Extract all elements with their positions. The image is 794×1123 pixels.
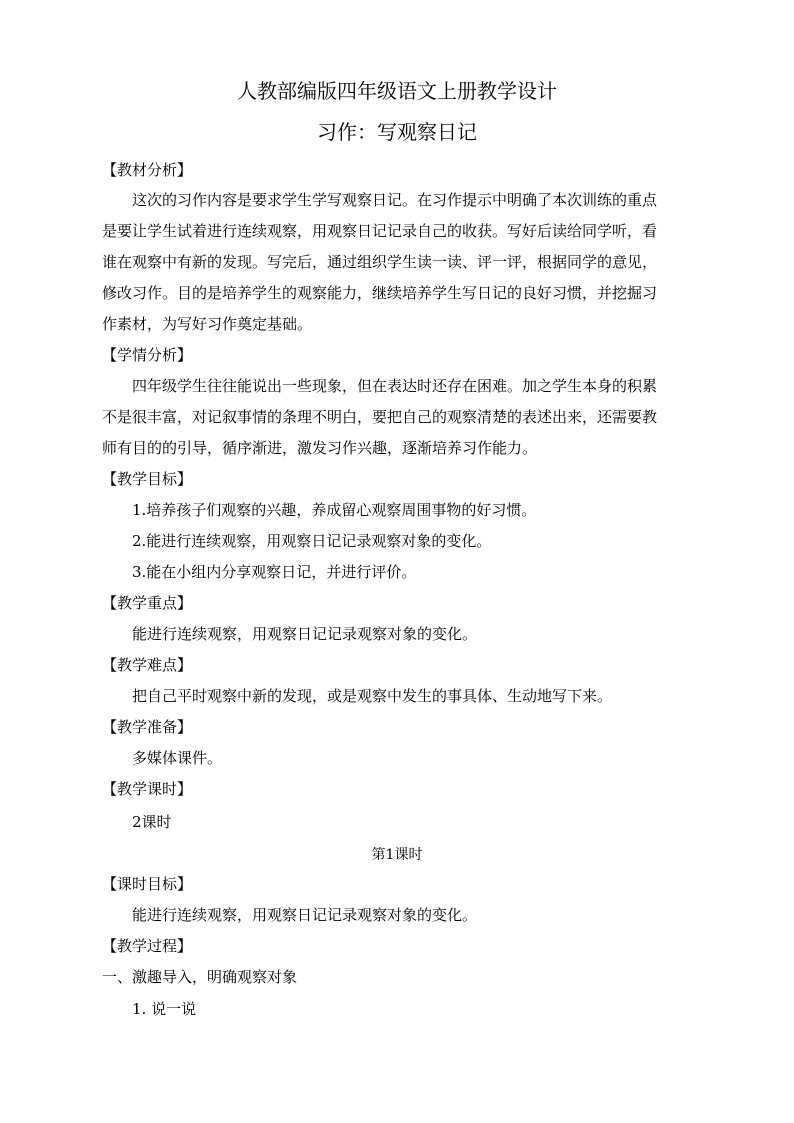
process-step-1-1: 1. 说一说 — [132, 1000, 197, 1018]
key-points-text: 能进行连续观察，用观察日记记录观察对象的变化。 — [132, 625, 478, 643]
objective-item: 1.培养孩子们观察的兴趣，养成留心观察周围事物的好习惯。 — [132, 501, 537, 519]
section-heading-process: 【教学过程】 — [102, 937, 193, 955]
objective-item: 2.能进行连续观察，用观察日记记录观察对象的变化。 — [132, 532, 492, 550]
section-heading-key-points: 【教学重点】 — [102, 594, 193, 612]
paragraph-line: 作素材，为写好习作奠定基础。 — [102, 315, 313, 333]
class-hours-text: 2课时 — [132, 813, 172, 831]
preparation-text: 多媒体课件。 — [132, 749, 223, 767]
paragraph-line: 这次的习作内容是要求学生学写观察日记。在习作提示中明确了本次训练的重点 — [132, 191, 658, 209]
document-subtitle: 习作：写观察日记 — [317, 120, 477, 144]
difficulties-text: 把自己平时观察中新的发现，或是观察中发生的事具体、生动地写下来。 — [132, 687, 613, 705]
paragraph-line: 是要让学生试着进行连续观察，用观察日记记录自己的收获。写好后读给同学听，看 — [102, 222, 658, 240]
paragraph-line: 谁在观察中有新的发现。写完后，通过组织学生读一读、评一评，根据同学的意见， — [102, 253, 658, 271]
section-heading-lesson-objectives: 【课时目标】 — [102, 875, 193, 893]
paragraph-line: 四年级学生往往能说出一些现象，但在表达时还存在困难。加之学生本身的积累 — [132, 377, 658, 395]
section-heading-preparation: 【教学准备】 — [102, 718, 193, 736]
section-heading-class-hours: 【教学课时】 — [102, 780, 193, 798]
section-heading-objectives: 【教学目标】 — [102, 470, 193, 488]
section-heading-material-analysis: 【教材分析】 — [102, 161, 193, 179]
lesson-title: 第1课时 — [371, 847, 423, 863]
paragraph-line: 不是很丰富，对记叙事情的条理不明白，要把自己的观察清楚的表述出来，还需要教 — [102, 408, 658, 426]
section-heading-difficulties: 【教学难点】 — [102, 656, 193, 674]
document-title: 人教部编版四年级语文上册教学设计 — [237, 79, 557, 103]
paragraph-line: 修改习作。目的是培养学生的观察能力，继续培养学生写日记的良好习惯，并挖掘习 — [102, 284, 658, 302]
paragraph-line: 师有目的的引导，循序渐进，激发习作兴趣，逐渐培养习作能力。 — [102, 439, 538, 457]
objective-item: 3.能在小组内分享观察日记，并进行评价。 — [132, 563, 417, 581]
section-heading-student-analysis: 【学情分析】 — [102, 346, 193, 364]
lesson-objectives-text: 能进行连续观察，用观察日记记录观察对象的变化。 — [132, 906, 478, 924]
process-step-1: 一、激趣导入，明确观察对象 — [102, 968, 298, 986]
